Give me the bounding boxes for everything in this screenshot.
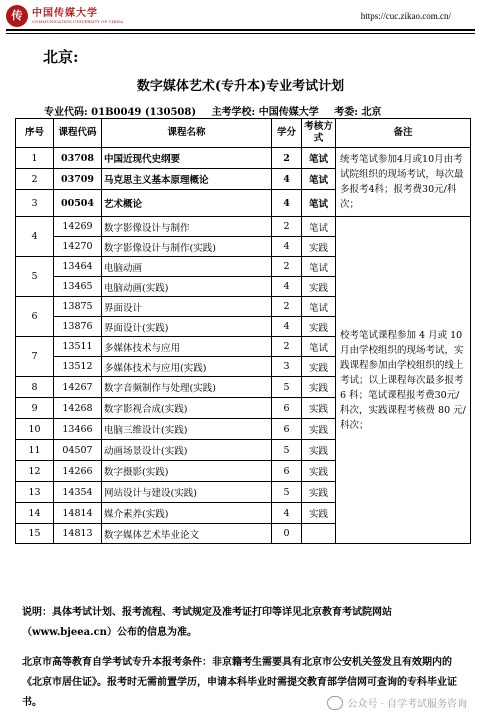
cell-credit: 5 — [272, 377, 302, 398]
header-code: 课程代码 — [54, 119, 102, 148]
cell-note-school: 校考笔试课程参加 4 月或 10 月由学校组织的现场考试，实践课程参加由学校组织的线上考试；以上课程每次最多报考 6 科；笔试课程报考费30元/科次，实践课程考核费 80 元/科次； — [336, 217, 471, 544]
cell-credit: 2 — [272, 337, 302, 357]
cell-name: 多媒体技术与应用 — [102, 337, 272, 357]
cell-code: 13512 — [54, 357, 102, 377]
cell-name: 电脑动画(实践) — [102, 277, 272, 297]
exam-committee: 考委: 北京 — [334, 107, 382, 118]
cell-credit: 2 — [272, 148, 302, 169]
header-rule — [6, 29, 475, 31]
cell-name: 数字音频制作与处理(实践) — [102, 377, 272, 398]
cell-mode: 实践 — [302, 277, 336, 297]
cell-name: 界面设计 — [102, 297, 272, 317]
cell-mode: 实践 — [302, 440, 336, 461]
logo-text: 中国传媒大学 — [32, 8, 98, 19]
cell-credit: 4 — [272, 317, 302, 337]
cell-mode: 笔试 — [302, 190, 336, 217]
cell-mode: 实践 — [302, 503, 336, 524]
footnote-requirements: 北京市高等教育自学考试专升本报考条件：非京籍考生需要具有北京市公安机关签发且有效期内的《北京市居住证》。报考时无需前置学历，申请本科毕业时需提交教育部学信网可查询的专科毕业证书。 — [22, 657, 457, 708]
cell-mode: 实践 — [302, 398, 336, 419]
cell-no: 3 — [16, 190, 54, 217]
cell-code: 14814 — [54, 503, 102, 524]
cell-no: 8 — [16, 377, 54, 398]
cell-code: 14267 — [54, 377, 102, 398]
cell-code: 13511 — [54, 337, 102, 357]
host-school: 主考学校: 中国传媒大学 — [211, 107, 319, 118]
plan-meta — [44, 103, 393, 118]
cell-mode: 实践 — [302, 317, 336, 337]
cell-mode: 实践 — [302, 482, 336, 503]
cell-name: 数字影像设计与制作(实践) — [102, 237, 272, 257]
cell-code: 14354 — [54, 482, 102, 503]
exam-plan-table — [15, 118, 471, 544]
cell-code: 04507 — [54, 440, 102, 461]
header-note: 备注 — [336, 119, 471, 148]
cell-credit: 4 — [272, 169, 302, 190]
page-header — [0, 0, 481, 36]
cell-name: 数字媒体艺术毕业论文 — [102, 524, 272, 544]
cell-name: 电脑三维设计(实践) — [102, 419, 272, 440]
cell-name: 马克思主义基本原理概论 — [102, 169, 272, 190]
cell-name: 数字影像设计与制作 — [102, 217, 272, 237]
cell-credit: 6 — [272, 461, 302, 482]
footnote-explanation: 说明：具体考试计划、报考流程、考试规定及准考证打印等详见北京教育考试院网站（www.bjeea.cn）公布的信息为准。 — [22, 607, 392, 638]
wechat-icon — [327, 696, 343, 710]
cell-mode: 实践 — [302, 357, 336, 377]
cell-credit: 4 — [272, 190, 302, 217]
cell-name: 界面设计(实践) — [102, 317, 272, 337]
table-row — [16, 217, 471, 237]
cell-code: 03708 — [54, 148, 102, 169]
logo-en-text: COMMUNICATION UNIVERSITY OF CHINA — [32, 19, 124, 24]
cell-name: 艺术概论 — [102, 190, 272, 217]
university-logo — [6, 5, 123, 27]
major-code: 专业代码: 01B0049 (130508) — [44, 107, 197, 118]
cell-code: 14813 — [54, 524, 102, 544]
cell-mode: 实践 — [302, 419, 336, 440]
cell-mode — [302, 524, 336, 544]
cell-code: 13464 — [54, 257, 102, 277]
cell-credit: 5 — [272, 440, 302, 461]
cell-no: 13 — [16, 482, 54, 503]
header-url[interactable]: https://cuc.zikao.com.cn/ — [360, 11, 451, 21]
watermark-text: 公众号 · 自学考试服务咨询 — [347, 699, 467, 710]
cell-no: 5 — [16, 257, 54, 297]
cell-name: 电脑动画 — [102, 257, 272, 277]
cell-no: 6 — [16, 297, 54, 337]
cell-code: 13466 — [54, 419, 102, 440]
cell-mode: 笔试 — [302, 257, 336, 277]
region-heading: 北京: — [43, 48, 79, 66]
cell-code: 14270 — [54, 237, 102, 257]
cell-name: 网站设计与建设(实践) — [102, 482, 272, 503]
header-name: 课程名称 — [102, 119, 272, 148]
cell-name: 数字摄影(实践) — [102, 461, 272, 482]
cell-code: 14269 — [54, 217, 102, 237]
cell-no: 9 — [16, 398, 54, 419]
cell-code: 13875 — [54, 297, 102, 317]
watermark — [327, 695, 467, 710]
header-no: 序号 — [16, 119, 54, 148]
cell-credit: 4 — [272, 503, 302, 524]
header-rule-thin — [6, 33, 475, 34]
cell-mode: 实践 — [302, 461, 336, 482]
cell-credit: 6 — [272, 419, 302, 440]
cell-code: 13465 — [54, 277, 102, 297]
cell-no: 7 — [16, 337, 54, 377]
cell-code: 13876 — [54, 317, 102, 337]
cell-mode: 实践 — [302, 377, 336, 398]
cell-mode: 笔试 — [302, 148, 336, 169]
cell-credit: 4 — [272, 237, 302, 257]
cell-name: 中国近现代史纲要 — [102, 148, 272, 169]
cell-name: 媒介素养(实践) — [102, 503, 272, 524]
cell-credit: 2 — [272, 217, 302, 237]
header-credit: 学分 — [272, 119, 302, 148]
cell-no: 14 — [16, 503, 54, 524]
cell-credit: 3 — [272, 357, 302, 377]
cell-no: 10 — [16, 419, 54, 440]
cell-mode: 笔试 — [302, 169, 336, 190]
cell-code: 14266 — [54, 461, 102, 482]
table-header-row — [16, 119, 471, 148]
header-mode: 考核方式 — [302, 119, 336, 148]
cell-name: 动画场景设计(实践) — [102, 440, 272, 461]
cell-code: 14268 — [54, 398, 102, 419]
cell-name: 数字影视合成(实践) — [102, 398, 272, 419]
cell-no: 2 — [16, 169, 54, 190]
cell-no: 11 — [16, 440, 54, 461]
cell-credit: 2 — [272, 297, 302, 317]
cell-credit: 0 — [272, 524, 302, 544]
cell-no: 4 — [16, 217, 54, 257]
cell-credit: 5 — [272, 482, 302, 503]
cell-credit: 4 — [272, 277, 302, 297]
cell-mode: 笔试 — [302, 217, 336, 237]
cell-mode: 笔试 — [302, 297, 336, 317]
cell-mode: 笔试 — [302, 337, 336, 357]
cell-mode: 实践 — [302, 237, 336, 257]
cell-code: 00504 — [54, 190, 102, 217]
cell-note-unified: 统考笔试参加4月或10月由考试院组织的现场考试，每次最多报考4科；报考费30元/科次； — [336, 148, 471, 217]
table-row — [16, 148, 471, 169]
cell-no: 12 — [16, 461, 54, 482]
cell-no: 1 — [16, 148, 54, 169]
seal-icon: 传 — [6, 5, 28, 27]
cell-no: 15 — [16, 524, 54, 544]
cell-name: 多媒体技术与应用(实践) — [102, 357, 272, 377]
cell-credit: 6 — [272, 398, 302, 419]
cell-code: 03709 — [54, 169, 102, 190]
cell-credit: 2 — [272, 257, 302, 277]
page-title: 数字媒体艺术(专升本)专业考试计划 — [136, 79, 345, 94]
